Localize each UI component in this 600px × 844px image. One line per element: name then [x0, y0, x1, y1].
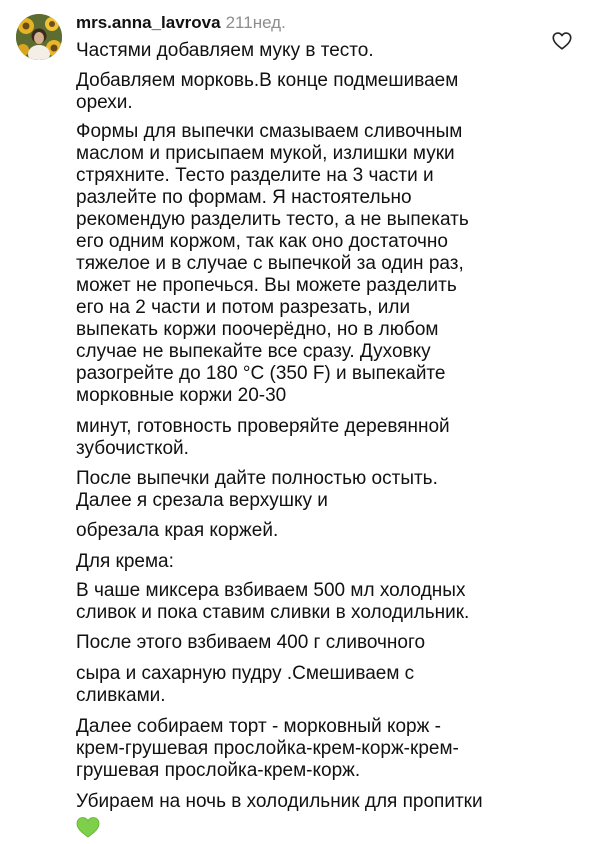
comment-paragraph: После этого взбиваем 400 г сливочного	[76, 632, 426, 653]
heart-outline-icon	[551, 30, 573, 52]
comment-paragraph: Добавляем морковь.В конце подмешиваем орехи.	[76, 70, 459, 113]
comment-paragraph: Далее собираем торт - морковный корж - крем-грушевая прослойка-крем-корж-крем- грушевая прослойка-крем-корж.	[76, 716, 459, 781]
comment-paragraph: минут, готовность проверяйте деревянной зубочисткой.	[76, 416, 450, 459]
comment-paragraph: Частями добавляем муку в тесто.	[76, 40, 374, 61]
timestamp: 211нед.	[225, 13, 286, 32]
comment-paragraph: сыра и сахарную пудру .Смешиваем с сливками.	[76, 663, 415, 706]
username[interactable]: mrs.anna_lavrova	[76, 13, 221, 32]
comment-body	[76, 40, 534, 844]
comment-header	[76, 12, 286, 34]
comment-paragraph: Для крема:	[76, 551, 174, 572]
comment-paragraph: Формы для выпечки смазываем сливочным маслом и присыпаем мукой, излишки муки стряхните. Тесто разделите на 3 части и разлейте по формам. Я настоятельно рекомендую разделить тесто, а не выпекать его одним коржом, так как оно достаточно тяжелое и в случае с выпечкой за один раз, может не пропечься. Вы можете разделить его на 2 части и потом разрезать, или выпекать коржи поочерёдно, но в любом случае не выпекайте все сразу. Духовку разогрейте до 180 °С (350 F) и выпекайте морковные коржи 20-30	[76, 121, 469, 406]
avatar-photo	[16, 14, 62, 60]
like-button[interactable]	[551, 30, 573, 52]
green-heart-icon	[76, 816, 100, 844]
avatar[interactable]	[16, 14, 62, 60]
comment-paragraph: Убираем на ночь в холодильник для пропитки	[76, 791, 483, 812]
comment-paragraph: После выпечки дайте полностью остыть. Далее я срезала верхушку и	[76, 468, 438, 511]
comment-paragraph: обрезала края коржей.	[76, 520, 279, 541]
comment-paragraph: В чаше миксера взбиваем 500 мл холодных сливок и пока ставим сливки в холодильник.	[76, 580, 470, 623]
